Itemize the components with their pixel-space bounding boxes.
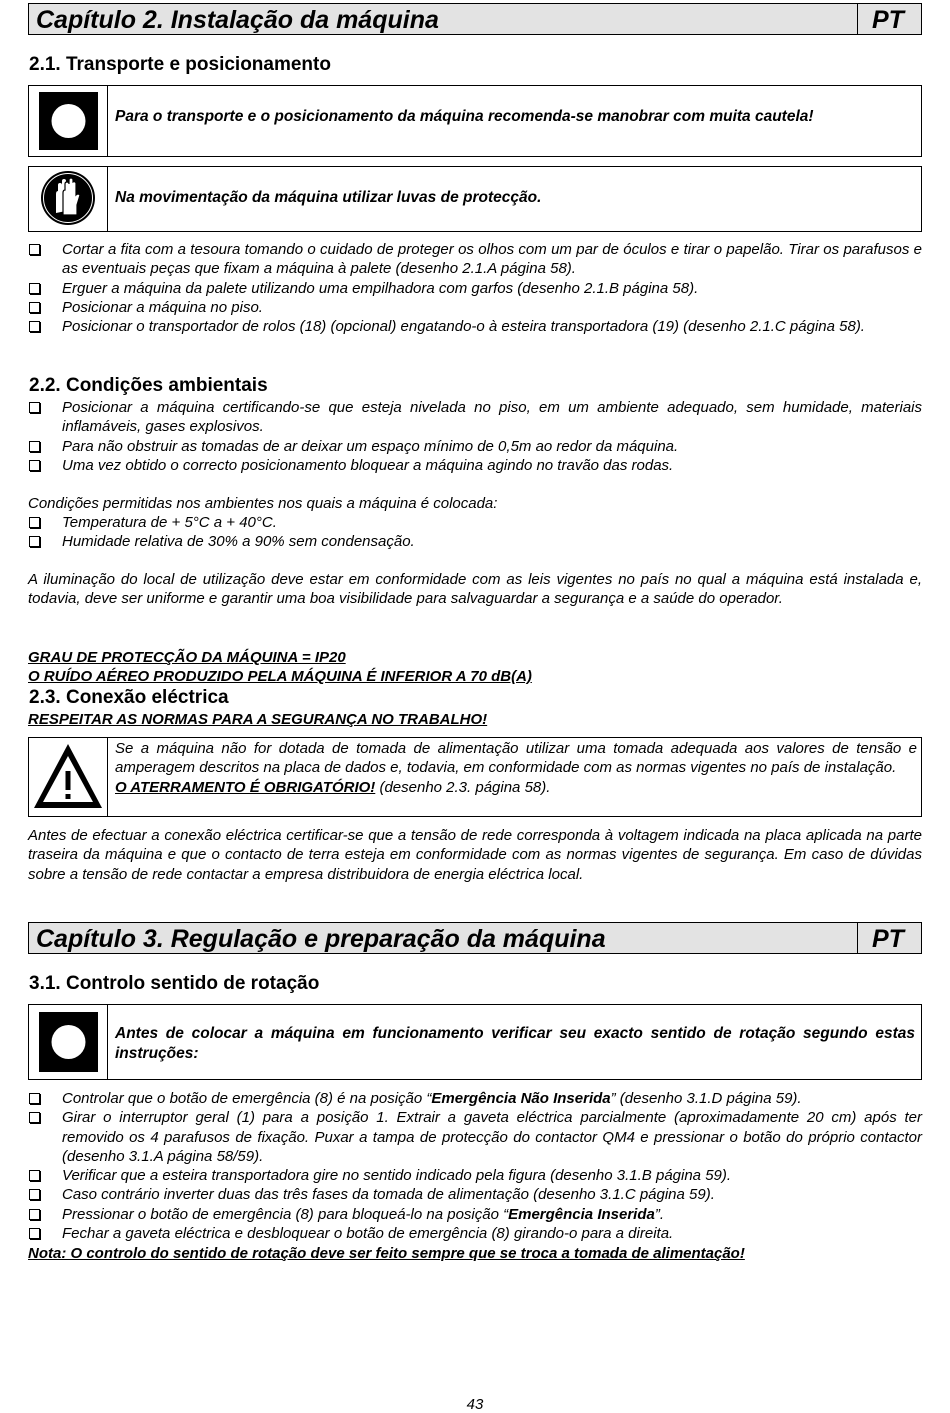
caution-note-box xyxy=(28,85,922,157)
conditions-list xyxy=(28,513,922,552)
step-emphasis: Emergência Não Inserida xyxy=(431,1090,611,1107)
list-item: Humidade relativa de 30% a 90% sem condensação. xyxy=(28,532,922,551)
list-item xyxy=(28,1205,922,1224)
step-text: ”. xyxy=(654,1205,665,1223)
mandatory-sign-icon xyxy=(29,1005,108,1079)
list-item: Posicionar a máquina certificando-se que esteja nivelada no piso, em um ambiente adequado, sem humidade, materiais inflamáveis, gases explosivos. xyxy=(28,398,922,437)
section-3-1-heading: 3.1. Controlo sentido de rotação xyxy=(29,973,320,994)
list-item: Uma vez obtido o correcto posicionamento bloquear a máquina agindo no travão das rodas. xyxy=(28,456,922,475)
protection-grade: GRAU DE PROTECÇÃO DA MÁQUINA = IP20 xyxy=(28,649,346,666)
gloves-note-text: Na movimentação da máquina utilizar luvas de protecção. xyxy=(115,189,542,206)
language-cell xyxy=(857,923,921,953)
list-item xyxy=(28,1089,922,1108)
list-item: Verificar que a esteira transportadora gire no sentido indicado pela figura (desenho 3.1.B página 59). xyxy=(28,1166,922,1185)
list-item: Cortar a fita com a tesoura tomando o cuidado de proteger os olhos com um par de óculos e tirar o papelão. Tirar os parafusos e as eventuais peças que fixam a máquina à palete (desenho 2.1.A página 58). xyxy=(28,240,922,279)
language-code: PT xyxy=(872,925,904,953)
language-cell xyxy=(857,4,921,34)
rotation-steps-list xyxy=(28,1089,922,1243)
step-emphasis: Emergência Inserida xyxy=(508,1205,655,1223)
caution-note-text: Para o transporte e o posicionamento da máquina recomenda-se manobrar com muita cautela! xyxy=(115,108,814,125)
list-item: Temperatura de + 5°C a + 40°C. xyxy=(28,513,922,532)
electrical-connection-paragraph: Antes de efectuar a conexão eléctrica certificar-se que a tensão de rede corresponda à voltagem indicada na placa aplicada na parte traseira da máquina e que o contacto de terra esteja em conformidade com as normas vigentes de segurança. Em caso de dúvidas sobre a tensão de rede contactar a empresa distribuidora de energia eléctrica local. xyxy=(28,827,922,883)
chapter-3-header xyxy=(28,922,922,954)
list-item: Girar o interruptor geral (1) para a posição 1. Extrair a gaveta eléctrica parcialmente (aproximadamente 20 cm) após ter removido os 4 parafusos de fixação. Puxar a tampa de protecção do contactor QM4 e pressionar o botão do próprio contactor (desenho 3.1.A página 58/59). xyxy=(28,1108,922,1166)
rotation-final-note: Nota: O controlo do sentido de rotação deve ser feito sempre que se troca a tomada de alimentação! xyxy=(28,1245,745,1262)
gloves-note-box xyxy=(28,166,922,232)
step-text: ” (desenho 3.1.D página 59). xyxy=(610,1090,802,1107)
earthing-reference: (desenho 2.3. página 58). xyxy=(375,778,551,796)
warning-body: Se a máquina não for dotada de tomada de alimentação utilizar uma tomada adequada aos valores de tensão e amperagem descritos na placa de dados e, todavia, em conformidade com as normas vigentes no país de instalação. xyxy=(115,740,917,777)
electrical-warning-box xyxy=(28,737,922,817)
chapter-title: Capítulo 2. Instalação da máquina xyxy=(36,6,439,34)
list-item: Para não obstruir as tomadas de ar deixar um espaço mínimo de 0,5m ao redor da máquina. xyxy=(28,437,922,456)
section-2-3-heading: 2.3. Conexão eléctrica xyxy=(29,687,229,708)
step-text: Controlar que o botão de emergência (8) é na posição “ xyxy=(62,1090,432,1107)
step-text: Pressionar o botão de emergência (8) para bloqueá-lo na posição “ xyxy=(62,1205,509,1223)
list-item: Posicionar a máquina no piso. xyxy=(28,298,922,317)
section-2-2-heading: 2.2. Condições ambientais xyxy=(29,375,268,396)
rotation-note-text: Antes de colocar a máquina em funcionamento verificar seu exacto sentido de rotação segundo estas instruções: xyxy=(115,1025,915,1062)
environment-list xyxy=(28,398,922,475)
conditions-intro: Condições permitidas nos ambientes nos quais a máquina é colocada: xyxy=(28,495,498,512)
gloves-sign-icon xyxy=(29,167,108,231)
list-item: Erguer a máquina da palete utilizando uma empilhadora com garfos (desenho 2.1.B página 58). xyxy=(28,279,922,298)
lighting-paragraph: A iluminação do local de utilização deve estar em conformidade com as leis vigentes no país no qual a máquina está instalada e, todavia, deve ser uniforme e garantir uma boa visibilidade para salvaguardar a segurança e a saúde do operador. xyxy=(28,571,922,608)
language-code: PT xyxy=(872,6,904,34)
mandatory-sign-icon xyxy=(29,86,108,156)
section-2-1-heading: 2.1. Transporte e posicionamento xyxy=(29,54,331,75)
rotation-note-box xyxy=(28,1004,922,1080)
list-item: Caso contrário inverter duas das três fases da tomada de alimentação (desenho 3.1.C página 59). xyxy=(28,1185,922,1204)
earthing-mandatory: O ATERRAMENTO É OBRIGATÓRIO! xyxy=(115,778,376,796)
noise-level: O RUÍDO AÉREO PRODUZIDO PELA MÁQUINA É INFERIOR A 70 dB(A) xyxy=(28,668,532,685)
chapter-2-header xyxy=(28,3,922,35)
warning-triangle-icon xyxy=(29,738,108,816)
page-number: 43 xyxy=(466,1396,484,1413)
list-item: Fechar a gaveta eléctrica e desbloquear o botão de emergência (8) girando-o para a direita. xyxy=(28,1224,922,1243)
transport-steps-list xyxy=(28,240,922,336)
electrical-warning-text xyxy=(115,739,917,797)
safety-rule: RESPEITAR AS NORMAS PARA A SEGURANÇA NO TRABALHO! xyxy=(28,711,488,728)
list-item: Posicionar o transportador de rolos (18) (opcional) engatando-o à esteira transportadora (19) (desenho 2.1.C página 58). xyxy=(28,317,922,336)
chapter-title: Capítulo 3. Regulação e preparação da máquina xyxy=(36,925,606,953)
